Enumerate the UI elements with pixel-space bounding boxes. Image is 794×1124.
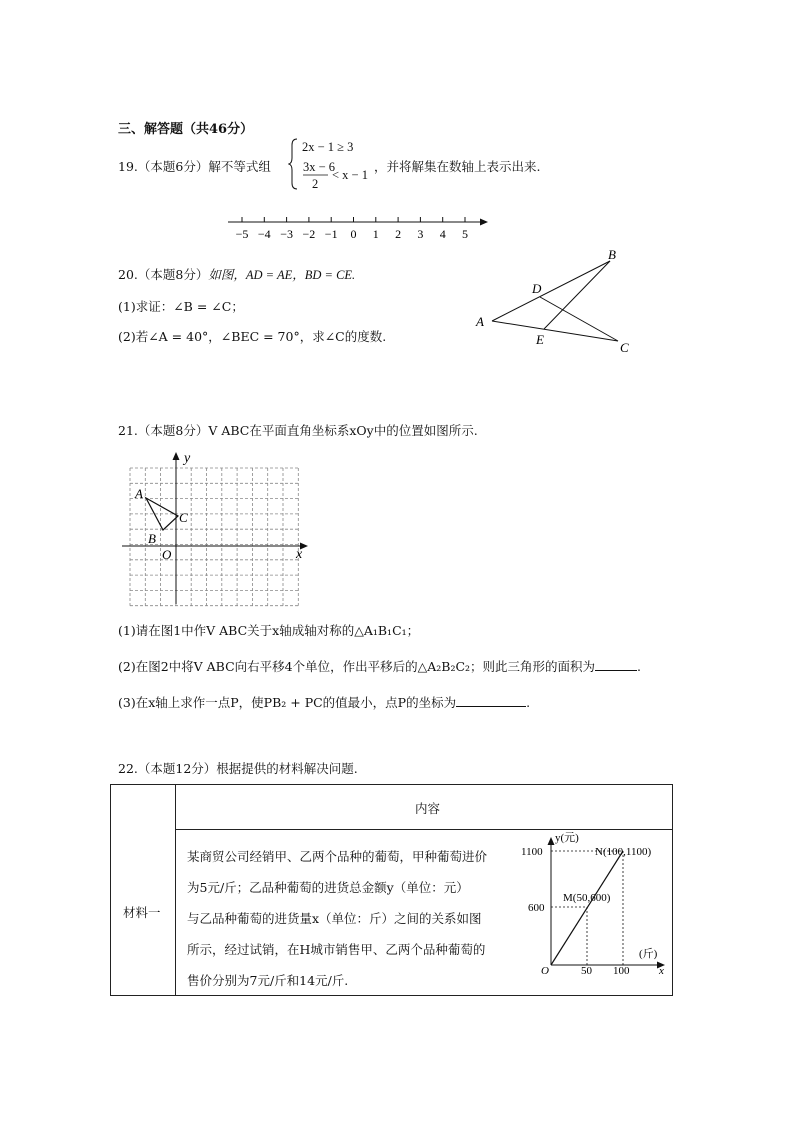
q19-inequality-2-rest: < x − 1 xyxy=(332,168,368,182)
graph-x-unit: (斤) xyxy=(639,948,658,960)
q19-lead xyxy=(118,158,271,176)
label-A: A xyxy=(476,314,484,329)
label-D: D xyxy=(532,281,542,296)
number-line-arrow xyxy=(480,219,488,226)
label-C: C xyxy=(179,510,188,525)
q22-material-table xyxy=(110,784,673,996)
number-line-label: 1 xyxy=(372,227,379,241)
label-A: A xyxy=(135,486,143,501)
q21-part1: (1)请在图1中作V ABC关于x轴成轴对称的△A₁B₁C₁； xyxy=(118,623,420,638)
q21-part3-answer-blank[interactable] xyxy=(456,694,526,707)
table-header-divider xyxy=(175,829,672,830)
q21-lead xyxy=(118,422,478,440)
material-text xyxy=(187,841,487,996)
material-line: 与乙品种葡萄的进货量x（单位：斤）之间的关系如图 xyxy=(187,911,482,926)
q21-number: 21. xyxy=(118,423,138,438)
y-axis-arrow xyxy=(173,452,180,460)
table-row-label: 材料一 xyxy=(123,905,161,920)
graph-point-N: N(100,1100) xyxy=(595,846,652,858)
label-x: x xyxy=(296,547,303,562)
q20-prompt: 如图，AD = AE，BD = CE. xyxy=(208,268,356,282)
label-E: E xyxy=(536,332,544,347)
material-line: 所示，经过试销，在H城市销售甲、乙两个品种葡萄的 xyxy=(187,942,486,957)
q20-number: 20. xyxy=(118,267,138,282)
q19-prompt: 解不等式组 xyxy=(208,159,271,174)
number-line-label: 4 xyxy=(439,227,446,241)
graph-y-tick-1100: 1100 xyxy=(521,846,543,858)
material-line: 售价分别为7元/斤和14元/斤. xyxy=(187,973,349,988)
q21-part2-end: . xyxy=(637,659,642,674)
q21-part2-answer-blank[interactable] xyxy=(595,658,637,671)
graph-x-tick-50: 50 xyxy=(581,965,592,975)
number-line-labels xyxy=(236,227,468,241)
number-line-label: −5 xyxy=(235,227,249,241)
q21-score: （本题8分） xyxy=(137,423,209,438)
q19-suffix: ，并将解集在数轴上表示出来. xyxy=(374,159,541,174)
segment-BE xyxy=(544,261,610,329)
q20-part1: (1)求证：∠B = ∠C； xyxy=(118,299,244,314)
q21-part3-end: . xyxy=(526,695,531,710)
label-B: B xyxy=(148,531,156,546)
number-line-label: 2 xyxy=(395,227,402,241)
q20-figure xyxy=(470,242,640,360)
table-column-divider xyxy=(175,785,176,995)
number-line-ticks xyxy=(242,217,465,222)
label-C: C xyxy=(620,340,629,355)
q19-inequality-2-denominator: 2 xyxy=(312,177,319,191)
q21-part2-row xyxy=(118,658,641,676)
q22-number: 22. xyxy=(118,761,138,776)
q21-prompt: V ABC在平面直角坐标系xOy中的位置如图所示. xyxy=(208,423,478,438)
q19-inequality-2-numerator: 3x − 6 xyxy=(303,160,336,174)
label-B: B xyxy=(608,247,616,262)
q19-number: 19. xyxy=(118,159,138,174)
number-line-label: 0 xyxy=(350,227,357,241)
q22-price-graph xyxy=(519,831,669,975)
graph-y-tick-600: 600 xyxy=(528,902,545,914)
graph-point-M: M(50,600) xyxy=(563,892,611,904)
q22-lead xyxy=(118,760,358,778)
graph-x-label: x xyxy=(659,965,664,975)
number-line-label: −4 xyxy=(257,227,271,241)
q21-part3-row xyxy=(118,694,530,712)
q20-lead xyxy=(118,266,355,284)
table-header: 内容 xyxy=(415,801,441,816)
segment-AC xyxy=(492,321,618,341)
number-line-label: −1 xyxy=(324,227,338,241)
q19-score: （本题6分） xyxy=(137,159,209,174)
label-y: y xyxy=(184,451,191,466)
section-title: 三、解答题（共46分） xyxy=(118,122,254,137)
q21-grid-figure xyxy=(118,446,318,608)
q21-part3: (3)在x轴上求作一点P，使PB₂ + PC的值最小，点P的坐标为 xyxy=(118,695,457,710)
material-line: 为5元/斤；乙品种葡萄的进货总金额y（单位：元） xyxy=(187,880,469,895)
graph-x-tick-100: 100 xyxy=(613,965,630,975)
graph-y-label: y(元) xyxy=(555,832,579,844)
q22-prompt: 根据提供的材料解决问题. xyxy=(216,761,358,776)
number-line-label: −2 xyxy=(302,227,316,241)
q22-score: （本题12分） xyxy=(137,761,217,776)
material-line: 某商贸公司经销甲、乙两个品种的葡萄，甲种葡萄进价 xyxy=(187,849,488,864)
label-O: O xyxy=(162,547,172,562)
number-line-label: −3 xyxy=(280,227,293,241)
graph-y-arrow xyxy=(548,837,555,845)
number-line-label: 5 xyxy=(462,227,468,241)
q20-score: （本题8分） xyxy=(137,267,209,282)
graph-origin: O xyxy=(541,965,549,975)
segment-AB xyxy=(492,261,610,321)
number-line-label: 3 xyxy=(417,227,424,241)
q20-part2: (2)若∠A = 40°，∠BEC = 70°，求∠C的度数. xyxy=(118,329,387,344)
q19-number-line xyxy=(222,210,492,244)
q19-inequality-1: 2x − 1 ≥ 3 xyxy=(302,140,354,154)
q21-part2: (2)在图2中将V ABC向右平移4个单位，作出平移后的△A₂B₂C₂；则此三角形的面积为 xyxy=(118,659,596,674)
